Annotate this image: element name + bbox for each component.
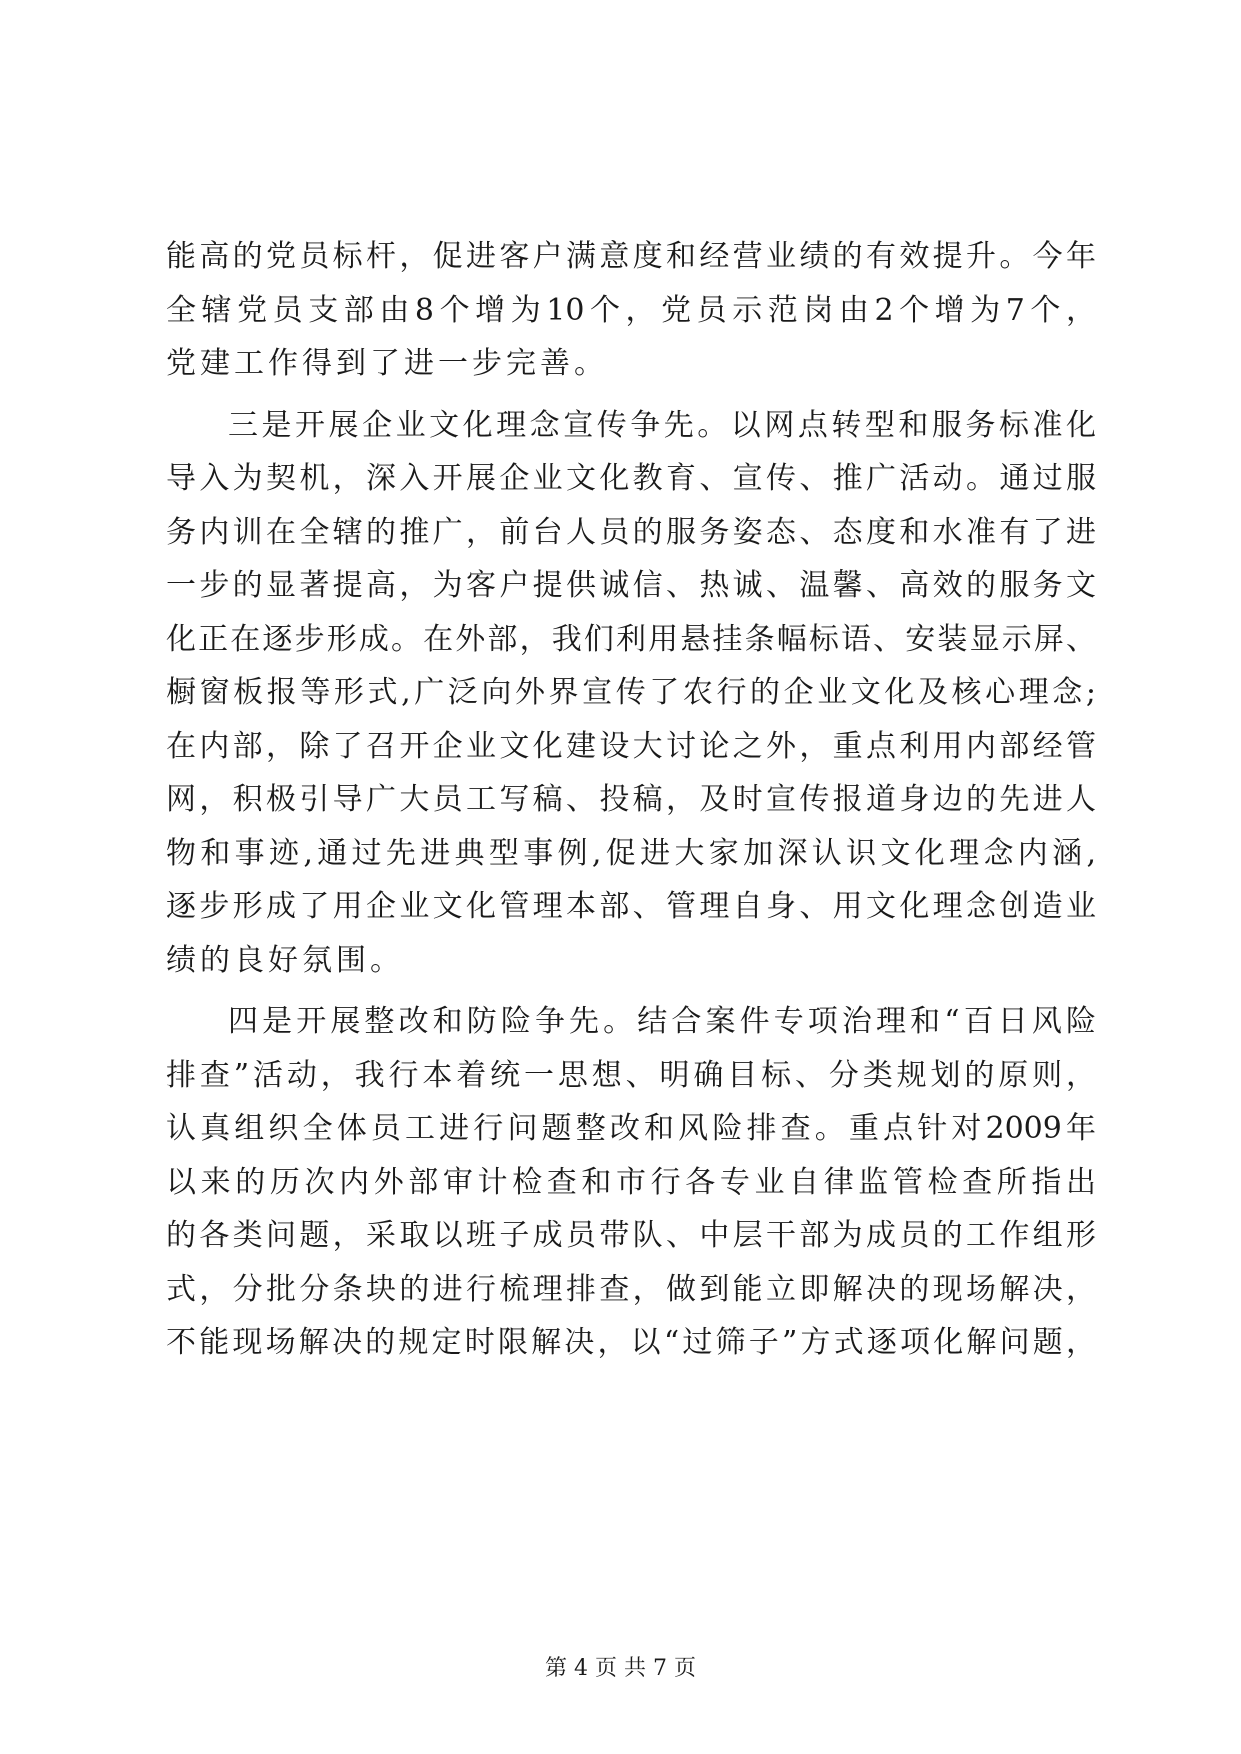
text-line: 式，分批分条块的进行梳理排查，做到能立即解决的现场解决，: [166, 1271, 1096, 1307]
text-line: 逐步形成了用企业文化管理本部、管理自身、用文化理念创造业: [166, 889, 1096, 924]
text-line: 绩的良好氛围。: [166, 942, 404, 978]
text-line: 网，积极引导广大员工写稿、投稿，及时宣传报道身边的先进人: [166, 782, 1096, 817]
paragraph-1: [166, 230, 1096, 391]
page-number-footer: 第 4 页 共 7 页: [545, 1656, 696, 1681]
paragraph-3: [166, 995, 1096, 1370]
text-line: 在内部，除了召开企业文化建设大讨论之外，重点利用内部经管: [166, 728, 1096, 764]
text-line: 不能现场解决的规定时限解决，以“过筛子”方式逐项化解问题，: [166, 1325, 1096, 1360]
text-line: 党建工作得到了进一步完善。: [166, 346, 608, 381]
text-line: 四是开展整改和防险争先。结合案件专项治理和“百日风险: [228, 1004, 1096, 1039]
text-line: 一步的显著提高，为客户提供诚信、热诚、温馨、高效的服务文: [166, 568, 1096, 603]
text-line: 的各类问题，采取以班子成员带队、中层干部为成员的工作组形: [166, 1218, 1096, 1253]
paragraph-2: [166, 399, 1096, 988]
text-line: 排查”活动，我行本着统一思想、明确目标、分类规划的原则，: [166, 1057, 1096, 1093]
text-line: 能高的党员标杆，促进客户满意度和经营业绩的有效提升。今年: [166, 239, 1096, 274]
text-line: 全辖党员支部由8个增为10个，党员示范岗由2个增为7个，: [166, 292, 1096, 328]
text-line: 导入为契机，深入开展企业文化教育、宣传、推广活动。通过服: [166, 461, 1096, 496]
text-line: 化正在逐步形成。在外部，我们利用悬挂条幅标语、安装显示屏、: [166, 621, 1096, 657]
text-line: 务内训在全辖的推广，前台人员的服务姿态、态度和水准有了进: [166, 514, 1096, 550]
document-body: [166, 230, 1096, 1370]
text-line: 橱窗板报等形式,广泛向外界宣传了农行的企业文化及核心理念;: [166, 675, 1096, 710]
text-line: 三是开展企业文化理念宣传争先。以网点转型和服务标准化: [228, 407, 1096, 443]
text-line: 物和事迹,通过先进典型事例,促进大家加深认识文化理念内涵,: [166, 835, 1096, 871]
text-line: 以来的历次内外部审计检查和市行各专业自律监管检查所指出: [166, 1164, 1096, 1200]
text-line: 认真组织全体员工进行问题整改和风险排查。重点针对2009年: [166, 1111, 1096, 1146]
